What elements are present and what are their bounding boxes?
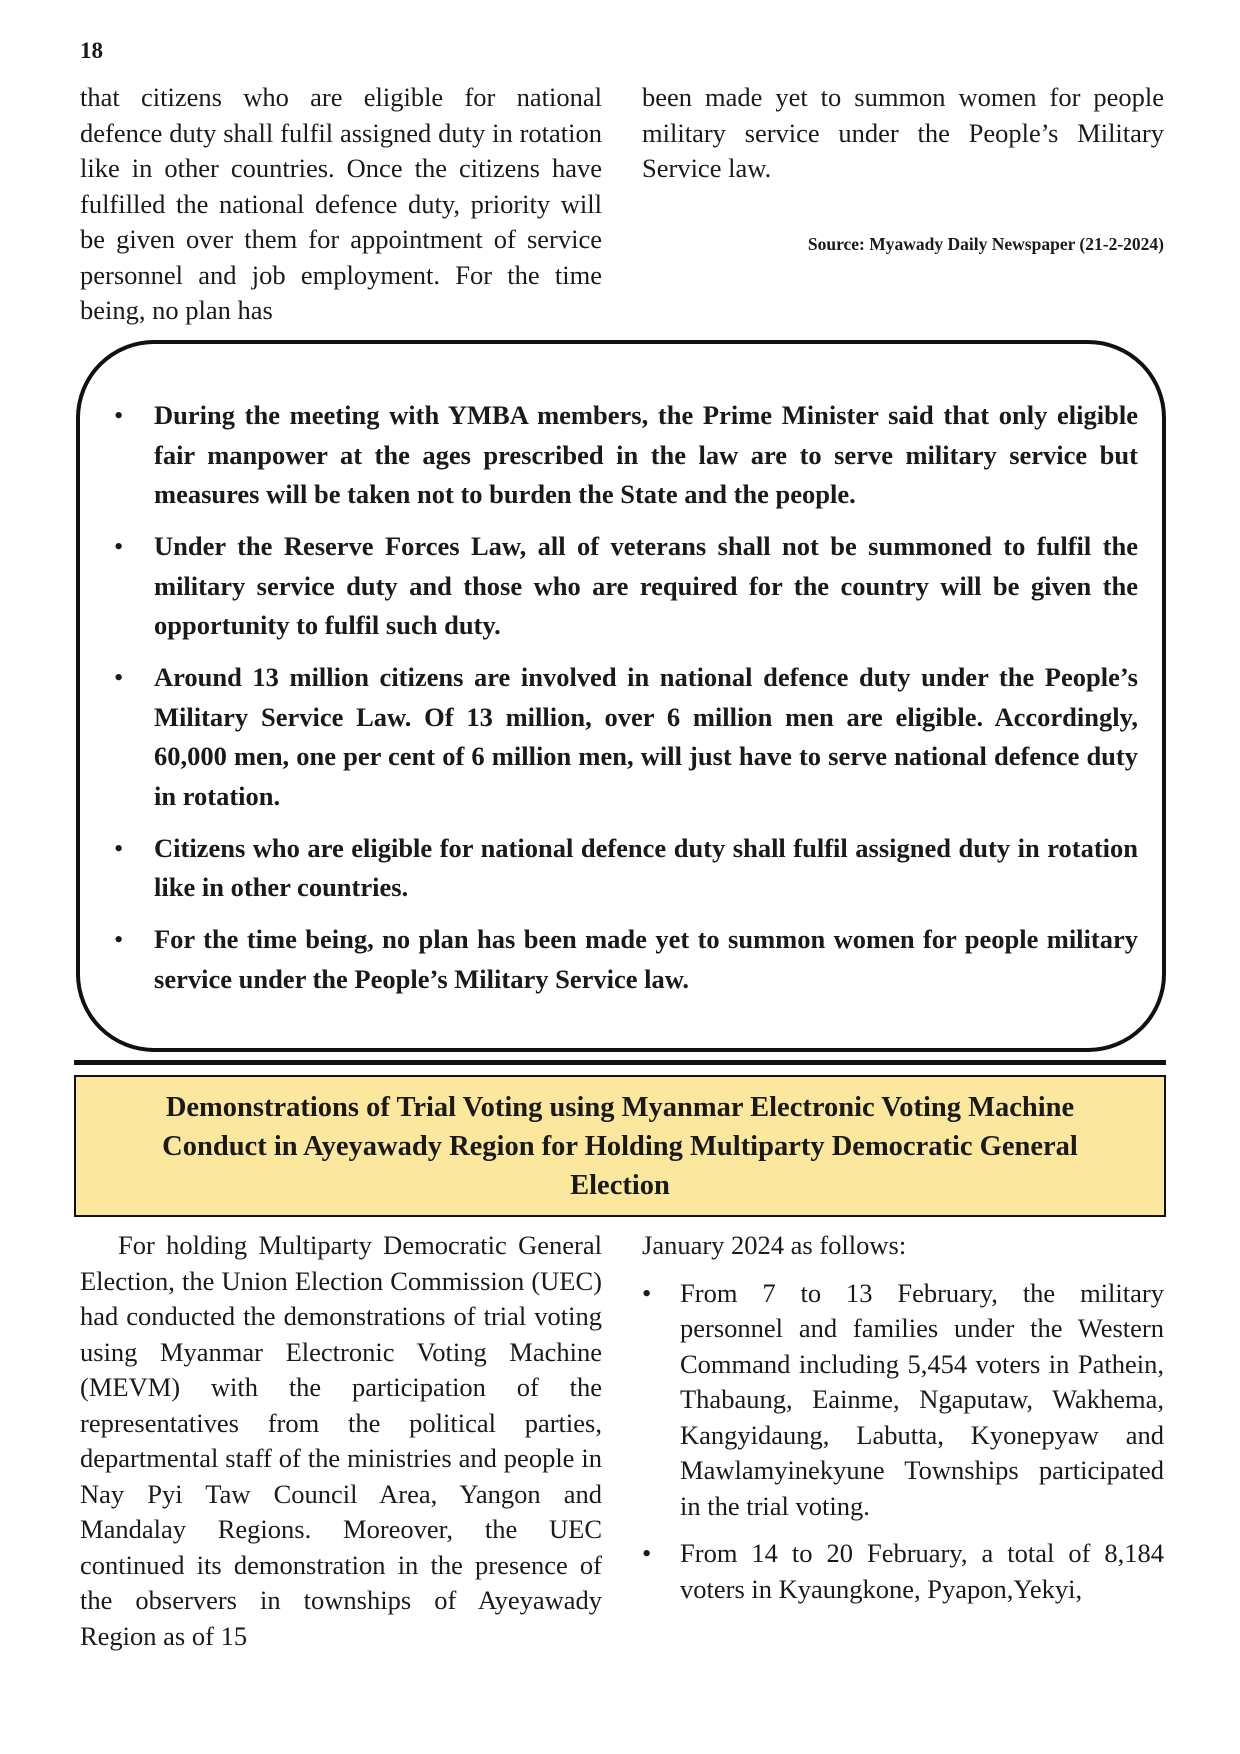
page-number: 18 xyxy=(80,38,103,63)
section-divider xyxy=(74,1060,1166,1065)
summary-bullet: • Citizens who are eligible for national defence duty shall fulfil assigned duty in rotation like in other countries. xyxy=(154,829,1138,908)
summary-callout-box xyxy=(76,340,1166,1052)
second-article-right-intro: January 2024 as follows: xyxy=(642,1230,907,1260)
top-article-left-column xyxy=(80,80,602,329)
article-headline-box xyxy=(74,1075,1166,1217)
summary-bullet: • Under the Reserve Forces Law, all of veterans shall not be summoned to fulfil the military service duty and those who are required for the country will be given the opportunity to fulfil such duty. xyxy=(154,527,1138,646)
top-article-right-text: been made yet to summon women for people military service under the People’s Military Service law. xyxy=(642,82,1164,183)
second-article-left-column xyxy=(80,1228,602,1654)
summary-bullet: • Around 13 million citizens are involved in national defence duty under the People’s Military Service Law. Of 13 million, over 6 million men are eligible. Accordingly, 60,000 men, one per cent of 6 million men, will just have to serve national defence duty in rotation. xyxy=(154,658,1138,816)
source-citation: Source: Myawady Daily Newspaper (21-2-2024) xyxy=(807,234,1164,254)
voting-schedule-item: • From 14 to 20 February, a total of 8,184 voters in Kyaungkone, Pyapon,Yekyi, xyxy=(642,1536,1164,1607)
summary-bullet: • For the time being, no plan has been made yet to summon women for people military service under the People’s Military Service law. xyxy=(154,920,1138,999)
summary-bullet: • During the meeting with YMBA members, the Prime Minister said that only eligible fair manpower at the ages prescribed in the law are to serve military service but measures will be taken not to burden the State and the people. xyxy=(154,396,1138,515)
voting-schedule-list xyxy=(642,1276,1164,1608)
article-headline: Demonstrations of Trial Voting using Myanmar Electronic Voting Machine Conduct in Ayeyawady Region for Holding Multiparty Democratic General Election xyxy=(162,1091,1078,1201)
summary-bullet-list xyxy=(154,396,1138,1012)
top-article-right-column xyxy=(642,80,1164,187)
voting-schedule-item: • From 7 to 13 February, the military personnel and families under the Western Command including 5,454 voters in Pathein, Thabaung, Eainme, Ngaputaw, Wakhema, Kangyidaung, Labutta, Kyonepyaw and Mawlamyinekyune Townships participated in the trial voting. xyxy=(642,1276,1164,1525)
top-article-left-text: that citizens who are eligible for national defence duty shall fulfil assigned duty in rotation like in other countries. Once the citizens have fulfilled the national defence duty, priority will be given over them for appointment of service personnel and job employment. For the time being, no plan has xyxy=(80,82,602,325)
second-article-left-text: For holding Multiparty Democratic General Election, the Union Election Commission (UEC) had conducted the demonstrations of trial voting using Myanmar Electronic Voting Machine (MEVM) with the participation of the representatives from the political parties, departmental staff of the ministries and people in Nay Pyi Taw Council Area, Yangon and Mandalay Regions. Moreover, the UEC continued its demonstration in the presence of the observers in townships of Ayeyawady Region as of 15 xyxy=(80,1230,602,1651)
second-article-right-column xyxy=(642,1228,1164,1607)
